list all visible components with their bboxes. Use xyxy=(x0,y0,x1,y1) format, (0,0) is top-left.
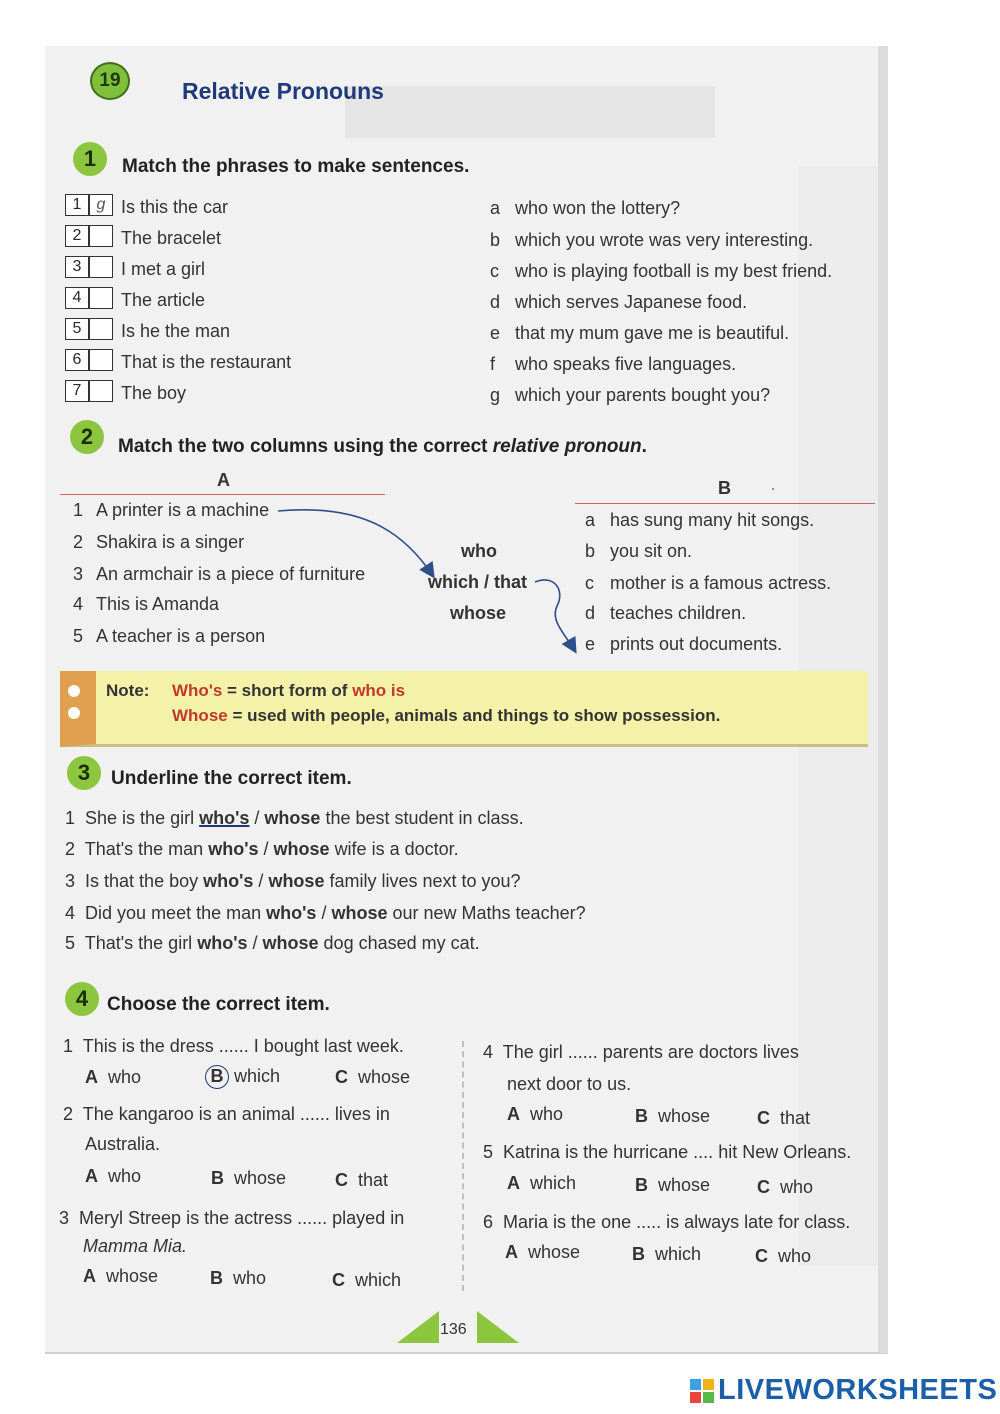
worksheet-page xyxy=(45,46,888,1354)
note-box xyxy=(60,671,868,747)
column-b-mark: · xyxy=(770,478,776,498)
ex2-left-text-5: A teacher is a person xyxy=(96,626,266,646)
ex3-option-whos-2[interactable]: who's xyxy=(208,839,259,859)
ex4-q4-option-a[interactable]: A who xyxy=(507,1104,564,1124)
ex2-left-num-3: 3 xyxy=(73,564,84,584)
ex4-q6-option-a[interactable]: A whose xyxy=(505,1242,581,1262)
note-bullet-1 xyxy=(68,685,80,697)
note-line-1: Who's = short form of who is xyxy=(172,681,406,700)
match-box-1: 1 g xyxy=(65,194,113,216)
ex4-q3-option-b[interactable]: B who xyxy=(210,1268,267,1288)
ex2-right-letter-a: a xyxy=(585,510,596,530)
ex3-item-2: 2 That's the man who's / whose wife is a doctor. xyxy=(65,839,459,859)
ex1-left-text-7: The boy xyxy=(121,383,187,403)
ex1-right-letter-a: a xyxy=(490,198,501,218)
exercise-1-number: 1 xyxy=(73,142,107,176)
ex1-left-text-5: Is he the man xyxy=(121,321,231,341)
ex4-q3-stem: 3 Meryl Streep is the actress ...... played in xyxy=(59,1208,405,1228)
pronoun-which-that: which / that xyxy=(428,572,527,592)
match-box-4: 4 xyxy=(65,287,113,309)
ex2-left-num-5: 5 xyxy=(73,626,84,646)
exercise-3-title: Underline the correct item. xyxy=(111,768,352,789)
ex3-option-whose-1[interactable]: whose xyxy=(264,808,321,828)
exercise-4-title: Choose the correct item. xyxy=(107,994,330,1015)
ex4-q1-stem: 1 This is the dress ...... I bought last week. xyxy=(63,1036,404,1056)
page-number: 136 xyxy=(440,1321,467,1338)
ex3-item-4: 4 Did you meet the man who's / whose our new Maths teacher? xyxy=(65,903,586,923)
pronoun-whose: whose xyxy=(450,603,507,623)
liveworksheets-grid-icon xyxy=(690,1379,714,1403)
ex3-item-1: 1 She is the girl who's / whose the best student in class. xyxy=(65,808,524,828)
column-divider xyxy=(462,1041,464,1291)
ex2-right-text-c: mother is a famous actress. xyxy=(610,573,832,593)
ex3-option-whose-3[interactable]: whose xyxy=(268,871,325,891)
ex1-right-letter-c: c xyxy=(490,261,499,281)
ex2-right-letter-d: d xyxy=(585,603,596,623)
ex1-right-letter-g: g xyxy=(490,385,501,405)
ex2-left-text-2: Shakira is a singer xyxy=(96,532,245,552)
ex1-left-text-6: That is the restaurant xyxy=(121,352,292,372)
ex3-option-whose-5[interactable]: whose xyxy=(262,933,319,953)
ex4-q5-option-b[interactable]: B whose xyxy=(635,1175,711,1195)
ex4-q6-option-b[interactable]: B which xyxy=(632,1244,702,1264)
match-box-5: 5 xyxy=(65,318,113,340)
ex4-q5-option-c[interactable]: C who xyxy=(757,1177,814,1197)
ex1-left-text-2: The bracelet xyxy=(121,228,222,248)
note-bullet-2 xyxy=(68,707,80,719)
ex2-right-text-d: teaches children. xyxy=(610,603,747,623)
ex4-q2-option-b[interactable]: B whose xyxy=(211,1168,287,1188)
ex4-q6-stem: 6 Maria is the one ..... is always late for class. xyxy=(483,1212,851,1232)
exercise-4-number: 4 xyxy=(65,982,99,1016)
exercise-3-number: 3 xyxy=(67,756,101,790)
exercise-2-title: Match the two columns using the correct relative pronoun. xyxy=(118,436,647,457)
page-number-tab-right xyxy=(477,1311,519,1343)
match-box-2: 2 xyxy=(65,225,113,247)
ex3-option-whos-3[interactable]: who's xyxy=(203,871,254,891)
ex4-q3-stem-cont: Mamma Mia. xyxy=(83,1236,188,1256)
column-b-heading: B xyxy=(718,478,731,498)
ex1-left-text-1: Is this the car xyxy=(121,197,229,217)
ex1-left-text-4: The article xyxy=(121,290,206,310)
unit-number-badge: 19 xyxy=(90,62,130,100)
ex1-right-text-e: that my mum gave me is beautiful. xyxy=(515,323,790,343)
ex4-q1-option-c[interactable]: C whose xyxy=(335,1067,411,1087)
ex3-option-whos-4[interactable]: who's xyxy=(266,903,317,923)
ex1-right-text-a: who won the lottery? xyxy=(515,198,681,218)
ex2-right-text-e: prints out documents. xyxy=(610,634,783,654)
ex4-q2-option-c[interactable]: C that xyxy=(335,1170,389,1190)
ex4-q2-option-a[interactable]: A who xyxy=(85,1166,142,1186)
note-line-2: Whose = used with people, animals and things to show possession. xyxy=(172,706,721,725)
ex3-option-whose-4[interactable]: whose xyxy=(331,903,388,923)
ex4-q4-option-c[interactable]: C that xyxy=(757,1108,811,1128)
ex1-right-letter-f: f xyxy=(490,354,496,374)
ex3-item-5: 5 That's the girl who's / whose dog chased my cat. xyxy=(65,933,480,953)
ex3-option-whos-5[interactable]: who's xyxy=(197,933,248,953)
ex4-q2-stem-cont: Australia. xyxy=(85,1134,161,1154)
ex1-right-text-c: who is playing football is my best friend. xyxy=(515,261,833,281)
liveworksheets-wordmark: LIVEWORKSHEETS xyxy=(718,1374,998,1406)
column-a-heading: A xyxy=(217,470,230,490)
ex1-right-letter-e: e xyxy=(490,323,501,343)
ex2-left-text-4: This is Amanda xyxy=(96,594,220,614)
exercise-1-title: Match the phrases to make sentences. xyxy=(122,156,470,177)
ex1-left-text-3: I met a girl xyxy=(121,259,206,279)
ex2-left-num-4: 4 xyxy=(73,594,84,614)
unit-title: Relative Pronouns xyxy=(182,78,384,104)
ex4-q6-option-c[interactable]: C who xyxy=(755,1246,812,1266)
ex4-q4-option-b[interactable]: B whose xyxy=(635,1106,711,1126)
ex1-right-text-d: which serves Japanese food. xyxy=(515,292,748,312)
ex2-left-num-1: 1 xyxy=(73,500,84,520)
answer-box-1[interactable]: g xyxy=(89,194,113,216)
ex4-q3-option-c[interactable]: C which xyxy=(332,1270,402,1290)
ex2-left-text-3: An armchair is a piece of furniture xyxy=(96,564,366,584)
match-box-7: 7 xyxy=(65,380,113,402)
ex2-right-text-b: you sit on. xyxy=(610,541,693,561)
ex4-q2-stem: 2 The kangaroo is an animal ...... lives in xyxy=(63,1104,390,1124)
page-number-tab-left xyxy=(397,1311,439,1343)
ex2-left-text-1: A printer is a machine xyxy=(96,500,270,520)
ex1-right-text-b: which you wrote was very interesting. xyxy=(515,230,814,250)
ex2-left-num-2: 2 xyxy=(73,532,84,552)
ex4-q3-option-a[interactable]: A whose xyxy=(83,1266,159,1286)
ex4-q5-stem: 5 Katrina is the hurricane .... hit New Orleans. xyxy=(483,1142,852,1162)
ex2-right-text-a: has sung many hit songs. xyxy=(610,510,815,530)
ex1-right-text-f: who speaks five languages. xyxy=(515,354,737,374)
ex3-item-3: 3 Is that the boy who's / whose family lives next to you? xyxy=(65,871,521,891)
ex3-option-whos-1[interactable]: who's xyxy=(199,808,250,828)
ex2-right-letter-c: c xyxy=(585,573,594,593)
ex1-right-letter-b: b xyxy=(490,230,501,250)
selected-answer-circle: B xyxy=(205,1065,229,1089)
ex4-q1-option-b[interactable]: B which xyxy=(205,1065,280,1089)
ex1-right-text-g: which your parents bought you? xyxy=(515,385,771,405)
exercise-2-number: 2 xyxy=(70,420,104,454)
ex4-q5-option-a[interactable]: A which xyxy=(507,1173,577,1193)
ex4-q4-stem-cont: next door to us. xyxy=(507,1074,632,1094)
ex2-right-letter-b: b xyxy=(585,541,596,561)
ex3-option-whose-2[interactable]: whose xyxy=(273,839,330,859)
ex2-right-letter-e: e xyxy=(585,634,596,654)
ex4-q4-stem: 4 The girl ...... parents are doctors lives xyxy=(483,1042,799,1062)
pronoun-who: who xyxy=(461,541,497,561)
liveworksheets-logo xyxy=(690,1374,997,1407)
ex4-q1-option-a[interactable]: A who xyxy=(85,1067,142,1087)
note-label: Note: xyxy=(106,681,150,700)
match-box-3: 3 xyxy=(65,256,113,278)
ex1-right-letter-d: d xyxy=(490,292,501,312)
match-box-6: 6 xyxy=(65,349,113,371)
